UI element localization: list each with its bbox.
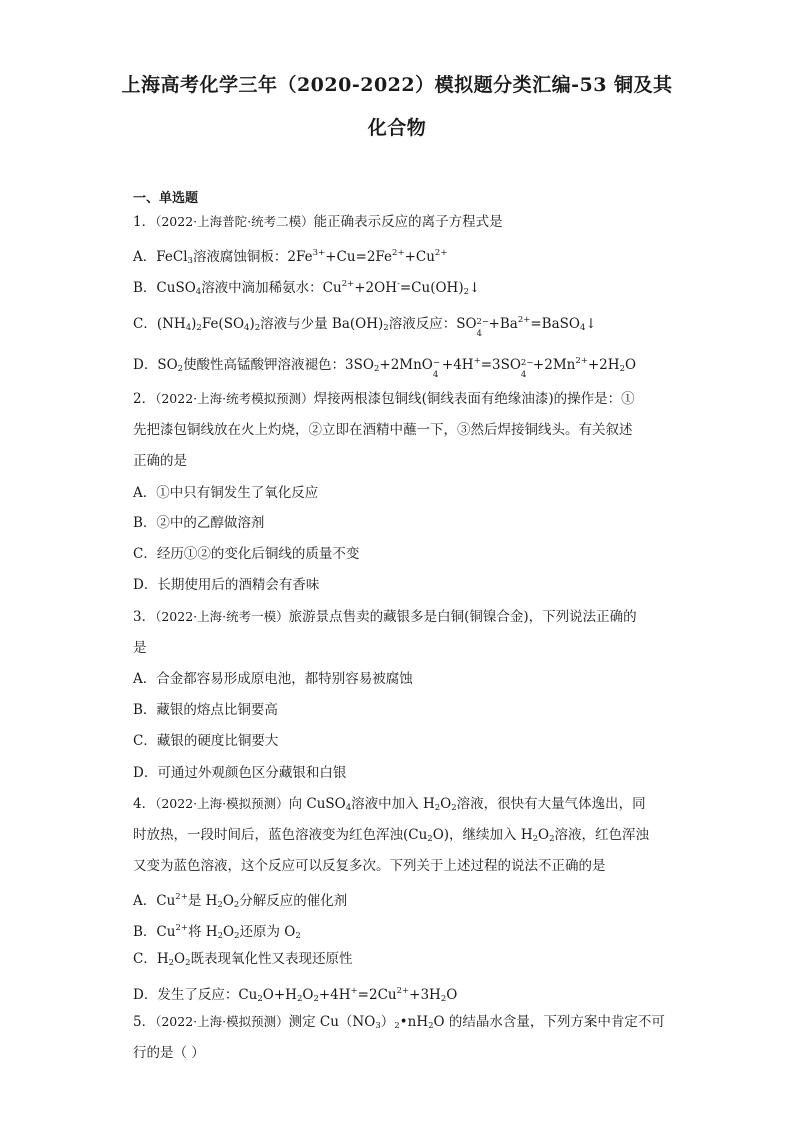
question-1-stem: 1．（2022·上海普陀·统考二模）能正确表示反应的离子方程式是	[133, 214, 503, 230]
question-3-stem-line-2: 是	[133, 640, 147, 656]
section-heading: 一、单选题	[133, 191, 199, 206]
question-4-option-b: B．$Cu^{2+}$将 $H_2O_2$还原为 $O_2$	[133, 923, 301, 941]
question-5-stem: 5．（2022·上海·模拟预测）测定 $Cu(NO_3)_2•nH_2O$ 的结晶水含量，下列方案中肯定不可	[133, 1014, 665, 1031]
question-2-stem: 2．（2022·上海·统考模拟预测）焊接两根漆包铜线(铜线表面有绝缘油漆)的操作是：①	[133, 391, 635, 407]
question-1-option-b: B．CuSO$_4$溶液中滴加稀氨水：$Cu^{2+}+2OH^-=Cu(OH)_2↓$	[133, 279, 481, 297]
question-4-option-a: A．$Cu^{2+}$是 $H_2O_2$分解反应的催化剂	[133, 892, 348, 910]
question-2-option-d: D．长期使用后的酒精会有香味	[133, 577, 320, 593]
question-3-option-d: D．可通过外观颜色区分藏银和白银	[133, 765, 347, 781]
question-2-stem-line-3: 正确的是	[133, 453, 187, 469]
question-4-stem-line-3: 又变为蓝色溶液，这个反应可以反复多次。下列关于上述过程的说法不正确的是	[133, 858, 606, 874]
question-1-option-a: A．FeCl$_3$溶液腐蚀铜板：$2Fe^{3+}+Cu=2Fe^{2+}+Cu^{2+}$	[133, 248, 448, 266]
page-title-continued: 化合物	[367, 117, 427, 139]
question-2-option-c: C．经历①②的变化后铜线的质量不变	[133, 546, 360, 562]
question-5-stem-line-2: 行的是（ ）	[133, 1045, 205, 1061]
question-1-option-d: D．$SO_2$使酸性高锰酸钾溶液褪色：$3SO_2+2MnO$ − 4 +4H+=3SO 2− 4 $+2Mn^{2+}+2H_2O$	[133, 356, 637, 380]
question-1-option-c: C．$(NH_4)_2Fe(SO_4)_2$溶液与少量 $Ba(OH)_2$溶液反应：SO 2− 4 $+Ba^{2+}=BaSO_4↓$	[133, 315, 597, 339]
question-2-option-b: B．②中的乙醇做溶剂	[133, 515, 265, 531]
question-3-option-c: C．藏银的硬度比铜要大	[133, 733, 279, 749]
question-4-option-d: D．发生了反应：$Cu_2O+H_2O_2+4H^+=2Cu^{2+}+3H_2O$	[133, 986, 458, 1004]
question-3-stem: 3．（2022·上海·统考一模）旅游景点售卖的藏银多是白铜(铜镍合金)，下列说法正确的	[133, 609, 637, 625]
question-2-option-a: A．①中只有铜发生了氧化反应	[133, 485, 319, 501]
question-4-stem: 4．（2022·上海·模拟预测）向 CuSO$_4$溶液中加入 $H_2O_2$溶液，很快有大量气体逸出，同	[133, 796, 646, 813]
question-2-stem-line-2: 先把漆包铜线放在火上灼烧，②立即在酒精中蘸一下，③然后焊接铜线头。有关叙述	[133, 422, 633, 438]
question-4-option-c: C．$H_2O_2$既表现氧化性又表现还原性	[133, 951, 353, 968]
question-3-option-b: B．藏银的熔点比铜要高	[133, 702, 278, 718]
page-title: 上海高考化学三年（2020-2022）模拟题分类汇编-53 铜及其	[121, 74, 673, 96]
question-4-stem-line-2: 时放热，一段时间后，蓝色溶液变为红色浑浊$(Cu_2O)$，继续加入 $H_2O_2$溶液，红色浑浊	[133, 827, 650, 844]
question-3-option-a: A．合金都容易形成原电池，都特别容易被腐蚀	[133, 671, 413, 687]
